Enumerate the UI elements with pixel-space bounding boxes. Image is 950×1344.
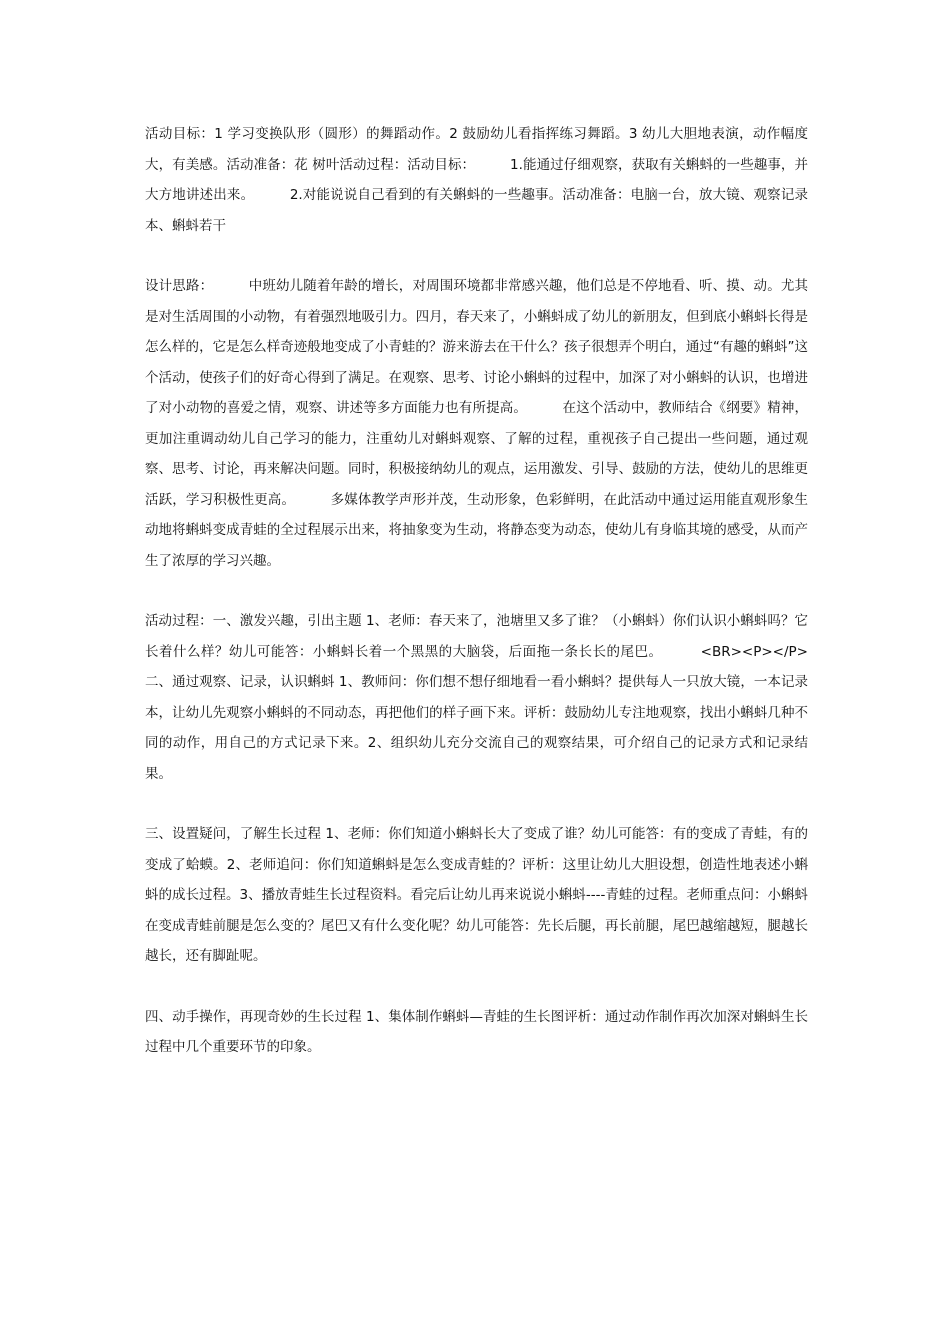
paragraph-design-ideas: 设计思路： 中班幼儿随着年龄的增长，对周围环境都非常感兴趣，他们总是不停地看、听、摸、动。尤其是对生活周围的小动物，有着强烈地吸引力。四月，春天来了，小蝌蚪成了幼儿的新朋友，但到底小蝌蚪长得是怎么样的，它是怎么样奇迹般地变成了小青蛙的？游来游去在干什么？孩子很想弄个明白，通过“有趣的蝌蚪”这个活动，使孩子们的好奇心得到了满足。在观察、思考、讨论小蝌蚪的过程中，加深了对小蝌蚪的认识，也增进了对小动物的喜爱之情，观察、讲述等多方面能力也有所提高。 在这个活动中，教师结合《纲要》精神，更加注重调动幼儿自己学习的能力，注重幼儿对蝌蚪观察、了解的过程，重视孩子自己提出一些问题，通过观察、思考、讨论，再来解决问题。同时，积极接纳幼儿的观点，运用激发、引导、鼓励的方法，使幼儿的思维更活跃，学习积极性更高。 多媒体教学声形并茂，生动形象，色彩鲜明，在此活动中通过运用能直观形象生动地将蝌蚪变成青蛙的全过程展示出来，将抽象变为生动，将静态变为动态，使幼儿有身临其境的感受，从而产生了浓厚的学习兴趣。 [145, 278, 808, 569]
paragraph-hands-on: 四、动手操作，再现奇妙的生长过程 1、集体制作蝌蚪—青蛙的生长图评析：通过动作制作再次加深对蝌蚪生长过程中几个重要环节的印象。 [145, 1008, 808, 1055]
paragraph-activity-process: 活动过程：一、激发兴趣，引出主题 1、老师：春天来了，池塘里又多了谁？（小蝌蚪）你们认识小蝌蚪吗？它长着什么样？幼儿可能答：小蝌蚪长着一个黑黑的大脑袋，后面拖一条长长的尾巴。 <BR><P></P>二、通过观察、记录，认识蝌蚪 1、教师问：你们想不想仔细地看一看小蝌蚪？提供每人一只放大镜，一本记录本，让幼儿先观察小蝌蚪的不同动态，再把他们的样子画下来。评析：鼓励幼儿专注地观察，找出小蝌蚪几种不同的动作，用自己的方式记录下来。2、组织幼儿充分交流自己的观察结果，可介绍自己的记录方式和记录结果。 [145, 613, 808, 782]
document-body [145, 119, 808, 1093]
paragraph-activity-goals: 活动目标：1 学习变换队形（圆形）的舞蹈动作。2 鼓励幼儿看指挥练习舞蹈。3 幼儿大胆地表演，动作幅度大，有美感。活动准备：花 树叶活动过程：活动目标： 1.能通过仔细观察，获取有关蝌蚪的一些趣事，并大方地讲述出来。 2.对能说说自己看到的有关蝌蚪的一些趣事。活动准备：电脑一台，放大镜、观察记录本、蝌蚪若干 [145, 126, 808, 234]
paragraph-growth-process: 三、设置疑问，了解生长过程 1、老师：你们知道小蝌蚪长大了变成了谁？幼儿可能答：有的变成了青蛙，有的变成了蛤蟆。2、老师追问：你们知道蝌蚪是怎么变成青蛙的？评析：这里让幼儿大胆设想，创造性地表述小蝌蚪的成长过程。3、播放青蛙生长过程资料。看完后让幼儿再来说说小蝌蚪----青蛙的过程。老师重点问：小蝌蚪在变成青蛙前腿是怎么变的？尾巴又有什么变化呢？幼儿可能答：先长后腿，再长前腿，尾巴越缩越短，腿越长越长，还有脚趾呢。 [145, 826, 808, 964]
